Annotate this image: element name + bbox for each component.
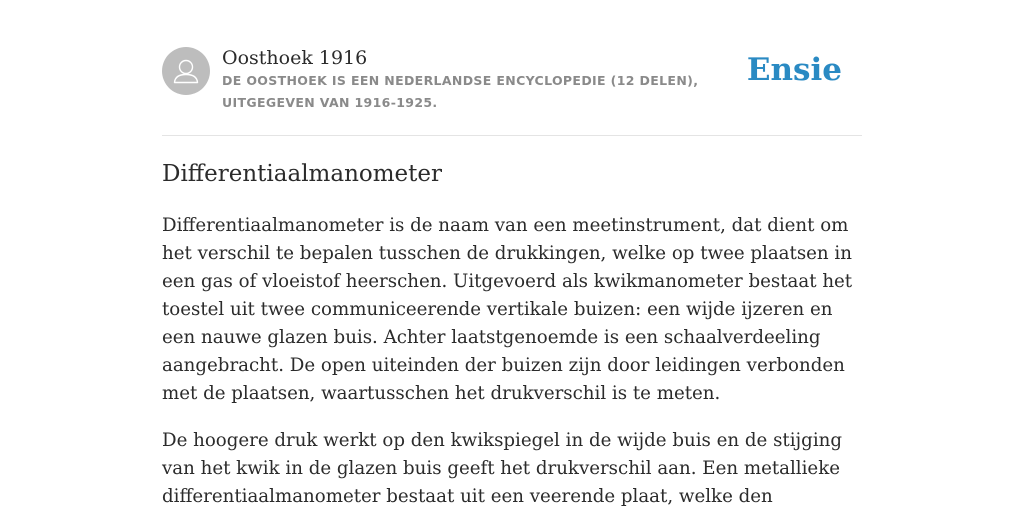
user-icon [162, 47, 210, 95]
source-title[interactable]: Oosthoek 1916 [222, 47, 368, 69]
source-description: DE OOSTHOEK IS EEN NEDERLANDSE ENCYCLOPEDIE (12 DELEN), UITGEGEVEN VAN 1916-1925. [222, 73, 699, 110]
article-body [162, 212, 862, 530]
page [162, 0, 862, 507]
source-info [222, 46, 762, 114]
source-header [162, 0, 862, 136]
ensie-logo-link[interactable]: Ensie [746, 52, 842, 88]
article-paragraph: De hoogere druk werkt op den kwikspiegel in de wijde buis en de stijging van het kwik in de glazen buis geeft het drukverschil aan. Een metallieke differentiaalmanometer bestaat uit een veerende plaat, welke den [162, 430, 842, 507]
article-paragraph: Differentiaalmanometer is de naam van een meetinstrument, dat dient om het verschil te bepalen tusschen de drukkingen, welke op twee plaatsen in een gas of vloeistof heerschen. Uitgevoerd als kwikmanometer bestaat het toestel uit twee communiceerende vertikale buizen: een wijde ijzeren en een nauwe glazen buis. Achter laatstgenoemde is een schaalverdeeling aangebracht. De open uiteinden der buizen zijn door leidingen verbonden met de plaatsen, waartusschen het drukverschil is te meten. [162, 215, 853, 404]
article-title: Differentiaalmanometer [162, 161, 442, 187]
source-avatar[interactable] [162, 47, 210, 95]
